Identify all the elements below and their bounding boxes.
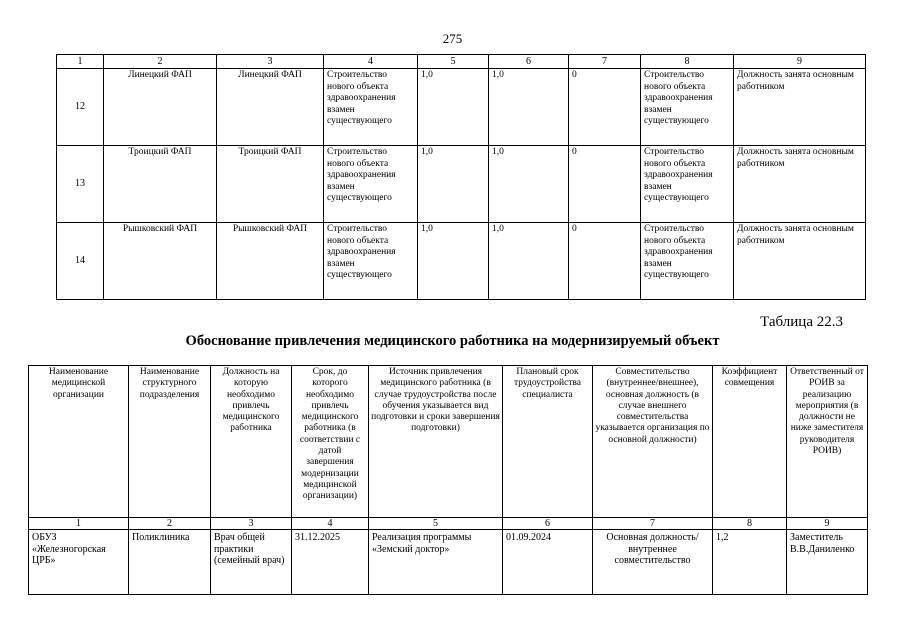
column-header: Наименование медицинской организации [29, 366, 129, 518]
column-number: 4 [292, 518, 369, 530]
organization-cell: Рышковский ФАП [104, 223, 217, 300]
status-cell: Должность занята основным работником [734, 146, 866, 223]
value-cell: 1,0 [489, 223, 569, 300]
column-number: 6 [503, 518, 593, 530]
table-row [57, 69, 866, 146]
table-row [57, 223, 866, 300]
value-cell: 1,0 [418, 223, 489, 300]
work-cell: Строительство нового объекта здравоохранения взамен существующего [324, 223, 418, 300]
value-cell: 1,0 [489, 69, 569, 146]
position-cell: Врач общей практики (семейный врач) [211, 530, 292, 595]
column-number: 8 [641, 55, 734, 69]
column-number: 2 [104, 55, 217, 69]
column-header: Наименование структурного подразделения [129, 366, 211, 518]
organization-cell: Линецкий ФАП [104, 69, 217, 146]
column-number: 8 [713, 518, 787, 530]
unit-cell: Поликлиника [129, 530, 211, 595]
value-cell: 0 [569, 146, 641, 223]
column-number: 4 [324, 55, 418, 69]
table-row [57, 146, 866, 223]
bottom-table [28, 365, 868, 595]
table-row [29, 530, 868, 595]
deadline-cell: 31.12.2025 [292, 530, 369, 595]
work-cell: Строительство нового объекта здравоохранения взамен существующего [641, 146, 734, 223]
work-cell: Строительство нового объекта здравоохранения взамен существующего [641, 223, 734, 300]
column-number: 3 [217, 55, 324, 69]
bottom-table-number-row [29, 518, 868, 530]
column-number: 5 [369, 518, 503, 530]
responsible-cell: Заместитель В.В.Даниленко [787, 530, 868, 595]
work-cell: Строительство нового объекта здравоохранения взамен существующего [641, 69, 734, 146]
column-header: Коэффициент совмещения [713, 366, 787, 518]
organization-cell: ОБУЗ «Железногорская ЦРБ» [29, 530, 129, 595]
value-cell: 1,0 [418, 146, 489, 223]
planned-date-cell: 01.09.2024 [503, 530, 593, 595]
unit-cell: Линецкий ФАП [217, 69, 324, 146]
unit-cell: Рышковский ФАП [217, 223, 324, 300]
row-number: 13 [57, 146, 104, 223]
value-cell: 0 [569, 69, 641, 146]
column-header: Срок, до которого необходимо привлечь медицинского работника (в соответствии с датой завершения модернизации медицинской организации) [292, 366, 369, 518]
top-table-header-row [57, 55, 866, 69]
column-number: 7 [593, 518, 713, 530]
value-cell: 1,0 [489, 146, 569, 223]
unit-cell: Троицкий ФАП [217, 146, 324, 223]
column-number: 9 [787, 518, 868, 530]
status-cell: Должность занята основным работником [734, 223, 866, 300]
column-number: 5 [418, 55, 489, 69]
column-header: Должность на которую необходимо привлечь медицинского работника [211, 366, 292, 518]
page-number: 275 [442, 31, 463, 46]
source-cell: Реализация программы «Земский доктор» [369, 530, 503, 595]
column-number: 6 [489, 55, 569, 69]
table-label: Таблица 22.3 [760, 314, 843, 330]
column-number: 3 [211, 518, 292, 530]
column-number: 9 [734, 55, 866, 69]
top-table [56, 54, 866, 300]
coefficient-cell: 1,2 [713, 530, 787, 595]
work-cell: Строительство нового объекта здравоохранения взамен существующего [324, 146, 418, 223]
organization-cell: Троицкий ФАП [104, 146, 217, 223]
combination-cell: Основная должность/внутреннее совместительство [593, 530, 713, 595]
column-number: 2 [129, 518, 211, 530]
column-number: 1 [29, 518, 129, 530]
work-cell: Строительство нового объекта здравоохранения взамен существующего [324, 69, 418, 146]
column-header: Плановый срок трудоустройства специалиста [503, 366, 593, 518]
column-header: Источник привлечения медицинского работника (в случае трудоустройства после обучения указывается вид подготовки и сроки завершения подготовки) [369, 366, 503, 518]
table-title: Обоснование привлечения медицинского работника на модернизируемый объект [185, 333, 720, 349]
column-number: 1 [57, 55, 104, 69]
value-cell: 1,0 [418, 69, 489, 146]
bottom-table-header-row [29, 366, 868, 518]
row-number: 12 [57, 69, 104, 146]
column-number: 7 [569, 55, 641, 69]
value-cell: 0 [569, 223, 641, 300]
column-header: Совместительство (внутреннее/внешнее), основная должность (в случае внешнего совместительства указывается организация по основной должности) [593, 366, 713, 518]
column-header: Ответственный от РОИВ за реализацию мероприятия (в должности не ниже заместителя руководителя РОИВ) [787, 366, 868, 518]
row-number: 14 [57, 223, 104, 300]
status-cell: Должность занята основным работником [734, 69, 866, 146]
